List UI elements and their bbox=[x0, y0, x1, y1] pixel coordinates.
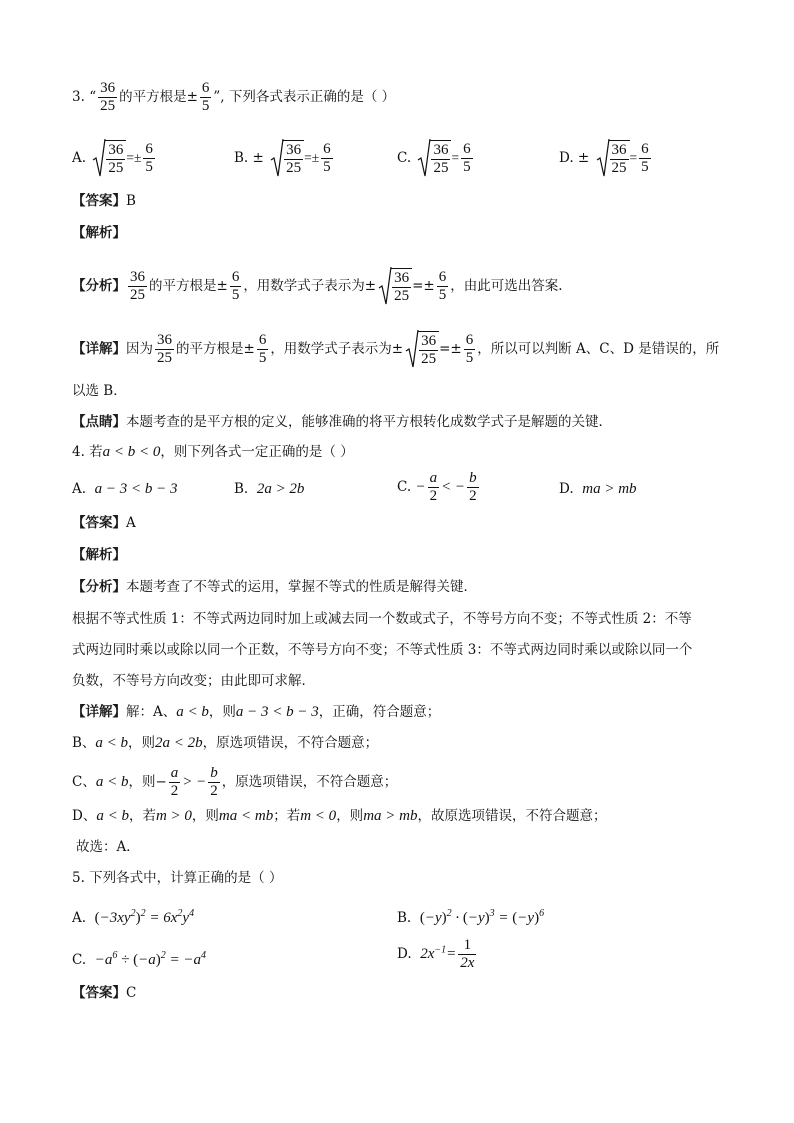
q5-option-a: A. $(-3xy^2)^2 = 6x^2y^4$ bbox=[72, 908, 195, 926]
q3-option-d: D. ± $\frac{36}{25}$ = $\frac{6}{5}$ bbox=[559, 141, 649, 176]
q4-xiangjie-b: B、a < b，则2a < 2b，原选项错误，不符合题意； bbox=[72, 735, 379, 751]
q4-conclusion: 故选：A． bbox=[76, 839, 140, 855]
q4-xiangjie-d: D、a < b，若m > 0，则ma < mb；若m < 0，则ma > mb，故原选项错误，不符合题意； bbox=[72, 808, 607, 824]
q4-option-a: A. a − 3 < b − 3 bbox=[72, 481, 178, 497]
q3-number: 3. bbox=[72, 89, 85, 105]
q3-fenxi: 【分析】 $\frac{36}{25}$ 的平方根是± $\frac{6}{5}$ ，用数学式子表示为± $\frac{36}{25}$ =± $\frac{6}{5}$ ，由此可选出答案. bbox=[72, 269, 563, 304]
radical: $\frac{36}{25}$ bbox=[596, 140, 630, 177]
q4-xiangjie-a: 【详解】解：A、a < b，则a − 3 < b − 3，正确，符合题意； bbox=[72, 704, 441, 720]
q3-dianjing: 【点睛】本题考查的是平方根的定义，能够准确的将平方根转化成数学式子是解题的关键． bbox=[72, 414, 612, 430]
q5-option-b: B. $(-y)^2 \cdot (-y)^3 = (-y)^6$ bbox=[397, 908, 545, 926]
q3-option-c: C. $\frac{36}{25}$ = $\frac{6}{5}$ bbox=[397, 141, 471, 176]
q4-answer: 【答案】A bbox=[72, 515, 136, 531]
q3-option-b: B. ± $\frac{36}{25}$ =± $\frac{6}{5}$ bbox=[234, 141, 331, 176]
q3-fraction-root: $\frac{6}{5}$ bbox=[201, 80, 210, 114]
q3-option-a: A. $\frac{36}{25}$ =± $\frac{6}{5}$ bbox=[72, 141, 153, 176]
q3-fraction: $\frac{36}{25}$ bbox=[100, 80, 116, 114]
q4-analysis-label: 【解析】 bbox=[72, 547, 126, 563]
q5-option-d: D. $2x^{-1}=$ $\frac{1}{2x}$ bbox=[397, 937, 475, 971]
q4-option-b: B. 2a > 2b bbox=[234, 481, 305, 497]
q3-xiangjie-cont: 以选 B． bbox=[72, 383, 127, 399]
q4-rule-2: 式两边同时乘以或除以同一个正数，不等号方向不变；不等式性质 3：不等式两边同时乘以或除以同一个 bbox=[72, 642, 693, 658]
q5-option-c: C. $-a^6 \div (-a)^2 = -a^4$ bbox=[72, 950, 206, 968]
radical: $\frac{36}{25}$ bbox=[405, 331, 439, 368]
radical: $\frac{36}{25}$ bbox=[417, 140, 451, 177]
q3-stem: 3. “ $\frac{36}{25}$ 的平方根是± $\frac{6}{5}$ ”, 下列各式表示正确的是（ ） bbox=[72, 80, 396, 114]
q4-xiangjie-c: C、a < b，则− $\frac{a}{2}$ > − $\frac{b}{2}$ ，原选项错误，不符合题意； bbox=[72, 765, 398, 799]
q4-rule-3: 负数，不等号方向改变；由此即可求解． bbox=[72, 673, 315, 689]
radical: $\frac{36}{25}$ bbox=[270, 140, 304, 177]
q3-answer: 【答案】B bbox=[72, 193, 136, 209]
q3-xiangjie: 【详解】因为 $\frac{36}{25}$ 的平方根是± $\frac{6}{5}$ ，用数学式子表示为± $\frac{36}{25}$ =± $\frac{6}{5}$ ，所以可以判断 A、C、D 是错误的，所 bbox=[72, 332, 720, 367]
q5-stem: 5. 下列各式中，计算正确的是（ ） bbox=[72, 870, 283, 886]
q4-rule-1: 根据不等式性质 1：不等式两边同时加上或减去同一个数或式子，不等号方向不变；不等式性质 2：不等 bbox=[72, 611, 692, 627]
q5-answer: 【答案】C bbox=[72, 985, 137, 1001]
q3-analysis-label: 【解析】 bbox=[72, 225, 126, 241]
q4-option-c: C. − $\frac{a}{2}$ < − $\frac{b}{2}$ bbox=[397, 470, 477, 504]
q4-stem: 4. 若a < b < 0，则下列各式一定正确的是（ ） bbox=[72, 444, 354, 460]
q4-option-d: D. ma > mb bbox=[559, 481, 637, 497]
radical: $\frac{36}{25}$ bbox=[92, 140, 126, 177]
q4-fenxi: 【分析】本题考查了不等式的运用，掌握不等式的性质是解得关键． bbox=[72, 579, 477, 595]
radical: $\frac{36}{25}$ bbox=[378, 268, 412, 305]
